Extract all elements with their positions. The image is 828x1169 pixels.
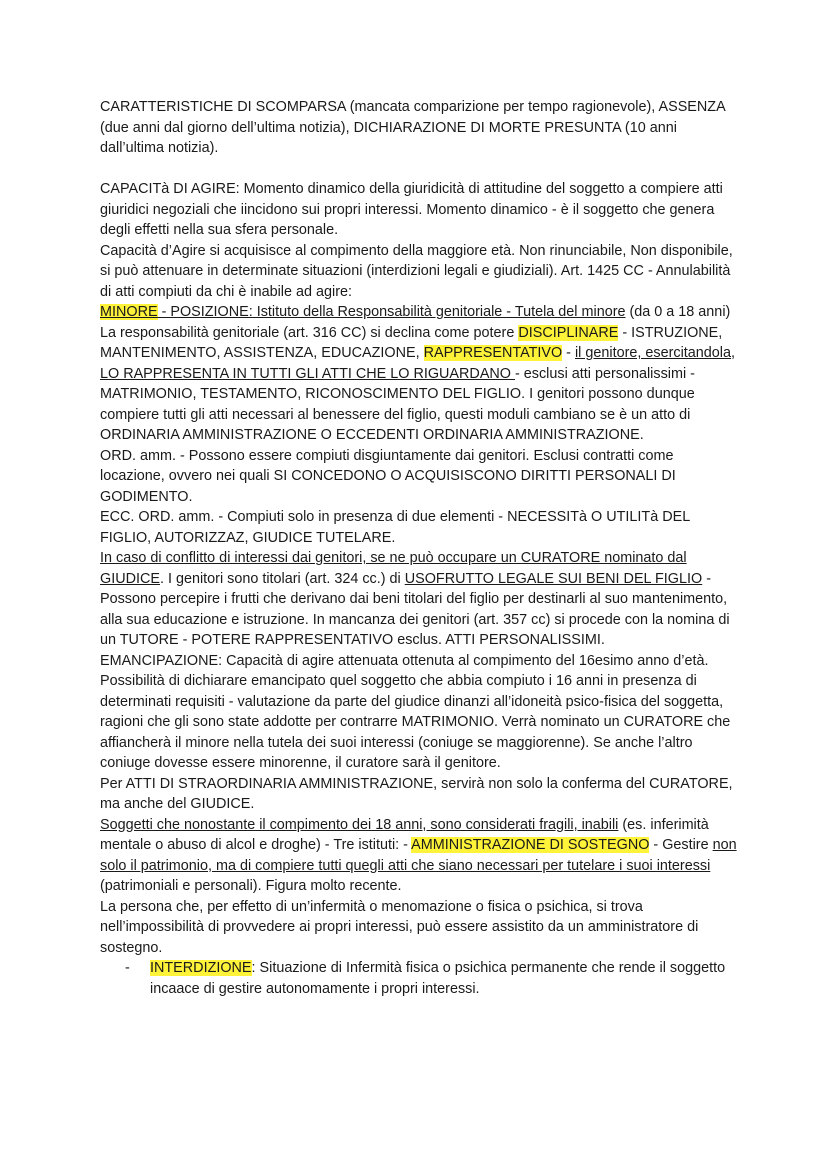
paragraph-ord-amm: ORD. amm. - Possono essere compiuti disgiuntamente dai genitori. Esclusi contratti come locazione, ovvero nei quali SI CONCEDONO O ACQUISISCONO DIRITTI PERSONALI DI GODIMENTO. [100, 447, 676, 505]
underlined-patrimonio: non solo il patrimonio, ma di compiere tutti quegli atti che siano necessari per tutelare i suoi interessi [100, 837, 737, 874]
highlight-rappresentativo: RAPPRESENTATIVO [423, 345, 563, 361]
highlight-minore: MINORE [100, 304, 158, 320]
text-span: . I genitori sono titolari (art. 324 cc.) di [159, 570, 405, 587]
paragraph-straordinaria: Per ATTI DI STRAORDINARIA AMMINISTRAZIONE, servirà non solo la conferma del CURATORE, ma anche del GIUDICE. [100, 775, 733, 812]
bullet-dash: - [125, 960, 130, 976]
paragraph-conflitto-interessi [100, 548, 740, 651]
blank-line [100, 159, 740, 180]
bullet-interdizione [100, 958, 740, 999]
text-span: : Situazione di Infermità fisica o psichica permanente che rende il soggetto incaace di gestire autonomamente i propri interessi. [150, 960, 726, 997]
paragraph-scomparsa: CARATTERISTICHE DI SCOMPARSA (mancata comparizione per tempo ragionevole), ASSENZA (due anni dal giorno dell’ultima notizia), DICHIARAZIONE DI MORTE PRESUNTA (10 anni dall’ultima notizia). [100, 99, 725, 156]
text-span: (es. inferimità mentale o abuso di alcol e droghe) - Tre istituti: - [100, 816, 709, 853]
text-span: (patrimoniali e personali). Figura molto recente. [100, 878, 402, 894]
paragraph-minore [100, 302, 740, 446]
paragraph-soggetti-fragili [100, 815, 740, 897]
highlight-interdizione: INTERDIZIONE [150, 960, 252, 976]
text-span: - ISTRUZIONE, MANTENIMENTO, ASSISTENZA, EDUCAZIONE, [100, 324, 723, 361]
text-span: - esclusi atti personalissimi - MATRIMONIO, TESTAMENTO, RICONOSCIMENTO DEL FIGLIO. I genitori possono dunque compiere tutti gli atti necessari al benessere del figlio, questi moduli cambiano se è un atto di ORDINARIA AMMINISTRAZIONE O ECCEDENTI ORDINARIA AMMINISTRAZIONE. [100, 365, 695, 443]
underlined-usufrutto: USOFRUTTO LEGALE SUI BENI DEL FIGLIO [404, 570, 703, 587]
underlined-soggetti-fragili: Soggetti che nonostante il compimento dei 18 anni, sono considerati fragili, inabili [100, 816, 619, 833]
paragraph-capacita-agire: CAPACITà DI AGIRE: Momento dinamico della giuridicità di attitudine del soggetto a compiere atti giuridici negoziali che iincidono sui propri interessi. Momento dinamico - è il soggetto che genera degli effetti nella sua sfera personale. [100, 181, 723, 238]
highlight-disciplinare: DISCIPLINARE [518, 324, 619, 341]
paragraph-emancipazione: EMANCIPAZIONE: Capacità di agire attenuata ottenuta al compimento del 16esimo anno d’età. Possibilità di dichiarare emancipato quel soggetto che abbia compiuto i 16 anni in presenza di determinati requisiti - valutazione da parte del giudice dinanzi all’idoneità psico-fisica del soggetta, ragioni che gli sono state addotte per contrarre MATRIMONIO. Verrà nominato un CURATORE che affiancherà il minore nella tutela dei suoi interessi (coniuge se maggiorenne). Se anche l’altro coniuge dovesse essere minorenne, il curatore sarà il genitore. [100, 652, 731, 771]
document-page [100, 97, 740, 999]
paragraph-capacita-acquisizione: Capacità d’Agire si acquisisce al compimento della maggiore età. Non rinunciabile, Non disponibile, si può attenuare in determinate situazioni (interdizioni legali e giudiziali). Art. 1425 CC - Annulabilità di atti compiuti da chi è inabile ad agire: [100, 242, 733, 300]
paragraph-amministratore: La persona che, per effetto di un’infermità o menomazione o fisica o psichica, si trova nell’impossibilità di provvedere ai propri interessi, può essere assistito da un amministratore di sostegno. [100, 898, 699, 956]
underlined-genitore-rappresenta: il genitore, esercitandola, LO RAPPRESENTA IN TUTTI GLI ATTI CHE LO RIGUARDANO [100, 345, 735, 382]
text-span: - Possono percepire i frutti che derivano dai beni titolari del figlio per destinarli al suo mantenimento, alla sua educazione e istruzione. In mancanza dei genitori (art. 357 cc) si procede con la nomina di un TUTORE - POTERE RAPPRESENTATIVO esclus. ATTI PERSONALISSIMI. [100, 570, 730, 648]
underlined-conflitto: In caso di conflitto di interessi dai genitori, se ne può occupare un CURATORE nominato dal GIUDICE [100, 550, 687, 587]
text-span: - Gestire [649, 837, 713, 853]
highlight-amministrazione-sostegno: AMMINISTRAZIONE DI SOSTEGNO [411, 837, 650, 853]
paragraph-ecc-ord-amm: ECC. ORD. amm. - Compiuti solo in presenza di due elementi - NECESSITà O UTILITà DEL FIGLIO, AUTORIZZAZ, GIUDICE TUTELARE. [100, 509, 690, 546]
underlined-posizione: - POSIZIONE: Istituto della Responsabilità genitoriale - Tutela del minore [157, 304, 626, 320]
text-span: (da 0 a 18 anni) La responsabilità genitoriale (art. 316 CC) si declina come potere [100, 304, 731, 341]
text-span: - [562, 345, 575, 361]
